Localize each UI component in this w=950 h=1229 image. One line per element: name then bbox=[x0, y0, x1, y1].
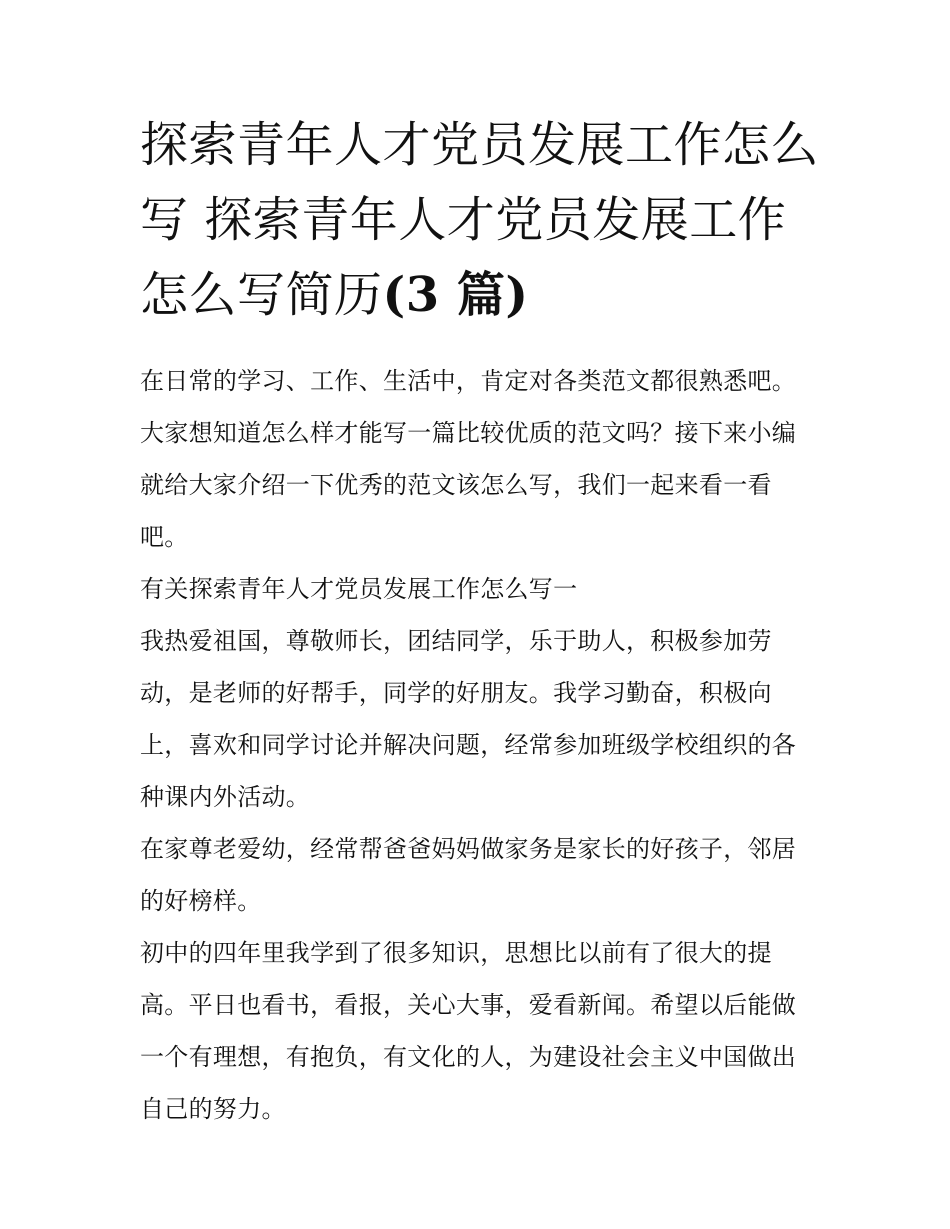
document-body bbox=[140, 355, 820, 1135]
body-paragraph: 我热爱祖国，尊敬师长，团结同学，乐于助人，积极参加劳动，是老师的好帮手，同学的好朋友。我学习勤奋，积极向上，喜欢和同学讨论并解决问题，经常参加班级学校组织的各种课内外活动。 bbox=[140, 627, 797, 811]
document-title bbox=[140, 108, 820, 333]
section-heading: 有关探索青年人才党员发展工作怎么写一 bbox=[140, 575, 578, 603]
title-count-text: (3 篇) bbox=[382, 267, 529, 323]
document-page bbox=[140, 108, 820, 1135]
title-main-text: 探索青年人才党员发展工作怎么写 探索青年人才党员发展工作怎么写简历 bbox=[140, 117, 820, 323]
body-paragraph: 初中的四年里我学到了很多知识，思想比以前有了很大的提高。平日也看书，看报，关心大事，爱看新闻。希望以后能做一个有理想，有抱负，有文化的人，为建设社会主义中国做出自己的努力。 bbox=[140, 939, 797, 1123]
intro-paragraph: 在日常的学习、工作、生活中，肯定对各类范文都很熟悉吧。大家想知道怎么样才能写一篇比较优质的范文吗？接下来小编就给大家介绍一下优秀的范文该怎么写，我们一起来看一看吧。 bbox=[140, 367, 797, 551]
body-paragraph: 在家尊老爱幼，经常帮爸爸妈妈做家务是家长的好孩子，邻居的好榜样。 bbox=[140, 835, 797, 915]
